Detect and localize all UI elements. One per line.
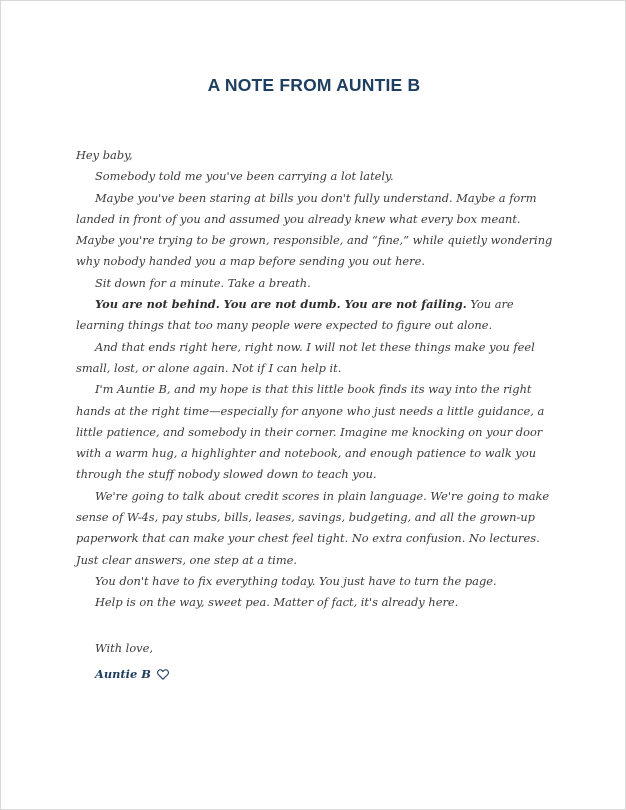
heart-icon: [157, 669, 169, 680]
paragraph-4: [76, 294, 554, 337]
affirmation-bold: You are not behind. You are not dumb. You are not failing.: [95, 297, 467, 312]
paragraph-3: Sit down for a minute. Take a breath.: [95, 275, 311, 290]
signature: [95, 667, 169, 681]
paragraph-5: And that ends right here, right now. I will not let these things make you feel small, lost, or alone again. Not if I can help it.: [76, 339, 535, 375]
letter-body: [76, 145, 554, 614]
paragraph-1: Somebody told me you've been carrying a lot lately.: [95, 169, 394, 184]
affirmation-rest: You are learning things that too many people were expected to figure out alone.: [76, 297, 514, 333]
page-title: A NOTE FROM AUNTIE B: [207, 75, 421, 95]
paragraph-2: Maybe you've been staring at bills you don't fully understand. Maybe a form landed in front of you and assumed you already knew what every box meant. Maybe you're trying to be grown, responsible, and “fine,” while quietly wondering why nobody handed you a map before sending you out here.: [76, 190, 553, 269]
paragraph-6: I'm Auntie B, and my hope is that this little book finds its way into the right hands at the right time—especially for anyone who just needs a little guidance, a little patience, and somebody in their corner. Imagine me knocking on your door with a warm hug, a highlighter and notebook, and enough patience to walk you through the stuff nobody slowed down to teach you.: [76, 382, 545, 482]
paragraph-7: We're going to talk about credit scores in plain language. We're going to make sense of W-4s, pay stubs, bills, leases, savings, budgeting, and all the grown-up paperwork that can make your chest feel tight. No extra confusion. No lectures. Just clear answers, one step at a time.: [76, 488, 550, 567]
closing-line: With love,: [95, 641, 153, 655]
paragraph-9: Help is on the way, sweet pea. Matter of fact, it's already here.: [95, 595, 459, 610]
greeting: Hey baby,: [76, 148, 133, 162]
paragraph-8: You don't have to fix everything today. You just have to turn the page.: [95, 573, 497, 588]
signature-name: Auntie B: [95, 667, 151, 681]
